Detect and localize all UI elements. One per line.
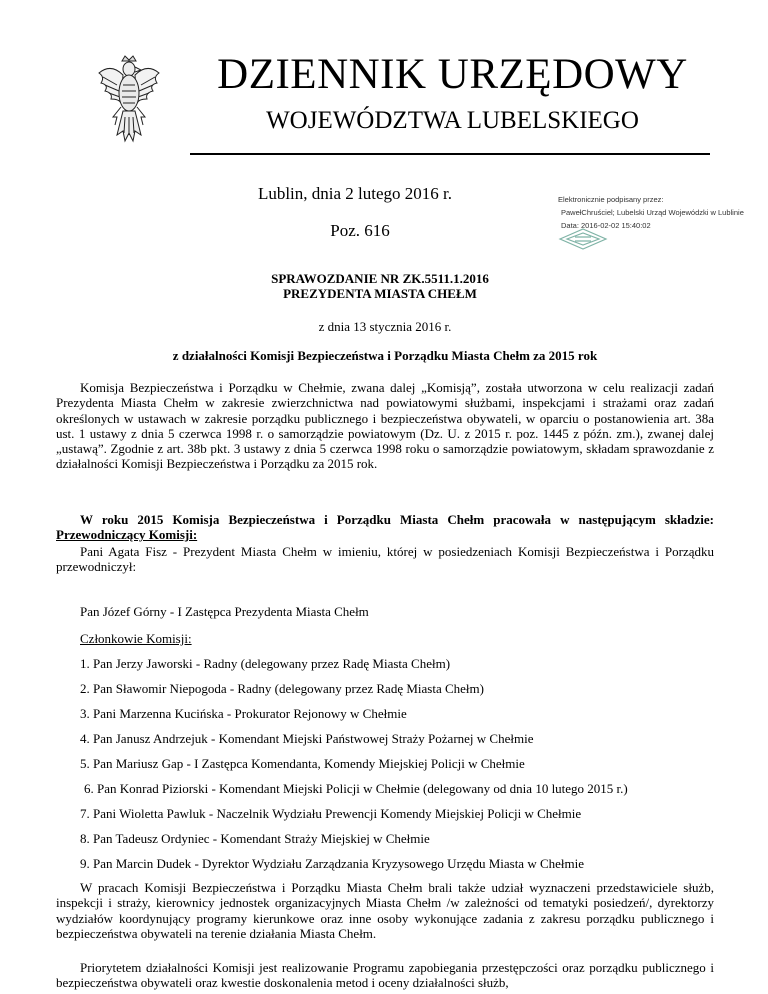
member-item: 7. Pani Wioletta Pawluk - Naczelnik Wydziału Prewencji Komendy Miejskiej Policji w Chełmie	[80, 806, 582, 821]
composition-lead: W roku 2015 Komisja Bezpieczeństwa i Porządku Miasta Chełm pracowała w następującym składzie:	[80, 512, 714, 527]
position-number: Poz. 616	[330, 221, 390, 240]
document-title-line-1: SPRAWOZDANIE NR ZK.5511.1.2016	[271, 271, 489, 286]
deputy-line: Pan Józef Górny - I Zastępca Prezydenta Miasta Chełm	[80, 604, 369, 619]
member-item: 9. Pan Marcin Dudek - Dyrektor Wydziału Zarządzania Kryzysowego Urzędu Miasta w Chełmie	[80, 856, 585, 871]
document-date: z dnia 13 stycznia 2016 r.	[318, 319, 452, 334]
document-subject: z działalności Komisji Bezpieczeństwa i Porządku Miasta Chełm za 2015 rok	[172, 348, 598, 363]
signature-date: Data: 2016-02-02 15:40:02	[561, 221, 651, 230]
member-item: 3. Pani Marzenna Kucińska - Prokurator Rejonowy w Chełmie	[80, 706, 407, 721]
members-heading: Członkowie Komisji:	[80, 631, 192, 646]
journal-subtitle: WOJEWÓDZTWA LUBELSKIEGO	[266, 107, 639, 134]
priority-paragraph: Priorytetem działalności Komisji jest realizowanie Programu zapobiegania przestępczości oraz porządku publicznego i bezpieczeństwa obywateli oraz kwestie doskonalenia metod i oceny działalności służb,	[56, 960, 714, 991]
intro-paragraph: Komisja Bezpieczeństwa i Porządku w Chełmie, zwana dalej „Komisją”, została utworzona w celu realizacji zadań Prezydenta Miasta Chełm w zakresie zwierzchnictwa nad powiatowymi służbami, inspekcjami i strażami oraz zadań określonych w ustawach w zakresie porządku publicznego i bezpieczeństwa obywateli, w oparciu o postanowienia art. 38a ust. 1 ustawy z dnia 5 czerwca 1998 r. o samorządzie powiatowym (Dz. U. z 2015 r. poz. 1445 z późn. zm.), zwanej dalej „ustawą”. Zgodnie z art. 38b pkt. 3 ustawy z dnia 5 czerwca 1998 roku o samorządzie powiatowym, składam sprawozdanie z działalności Komisji Bezpieczeństwa i Porządku za 2015 rok.	[56, 380, 714, 472]
member-item: 5. Pan Mariusz Gap - I Zastępca Komendanta, Komendy Miejskiej Policji w Chełmie	[80, 756, 525, 771]
document-title-line-2: PREZYDENTA MIASTA CHEŁM	[283, 286, 477, 301]
member-item: 2. Pan Sławomir Niepogoda - Radny (delegowany przez Radę Miasta Chełm)	[80, 681, 484, 696]
electronic-signature	[558, 193, 758, 232]
member-item: 4. Pan Janusz Andrzejuk - Komendant Miejski Państwowej Straży Pożarnej w Chełmie	[80, 731, 534, 746]
member-item: 6. Pan Konrad Piziorski - Komendant Miejski Policji w Chełmie (delegowany od dnia 10 lutego 2015 r.)	[84, 781, 628, 796]
chair-heading: Przewodniczący Komisji:	[56, 527, 198, 543]
signature-signer: PawełChruściel; Lubelski Urząd Wojewódzki w Lublinie	[561, 208, 744, 217]
document-heading	[170, 271, 590, 301]
composition-paragraph	[56, 512, 714, 543]
header-divider	[190, 153, 710, 155]
signature-line: Elektronicznie podpisany przez:	[558, 195, 664, 204]
chair-paragraph: Pani Agata Fisz - Prezydent Miasta Chełm w imieniu, której w posiedzeniach Komisji Bezpieczeństwa i Porządku przewodniczył:	[56, 544, 714, 575]
participants-paragraph: W pracach Komisji Bezpieczeństwa i Porządku Miasta Chełm brali także udział wyznaczeni przedstawiciele służb, inspekcji i straży, kierownicy jednostek organizacyjnych Miasta Chełm /w zależności od tematyki posiedzeń/, dyrektorzy wydziałów koordynujący programy kierunkowe oraz inne osoby wykonujące zadania z zakresu porządku publicznego i bezpieczeństwa obywateli na terenie działania Miasta Chełm.	[56, 880, 714, 941]
journal-title: DZIENNIK URZĘDOWY	[217, 51, 688, 98]
polish-eagle-emblem-icon	[95, 55, 163, 145]
signature-seal-icon	[558, 228, 608, 250]
member-item: 1. Pan Jerzy Jaworski - Radny (delegowany przez Radę Miasta Chełm)	[80, 656, 451, 671]
publication-date: Lublin, dnia 2 lutego 2016 r.	[257, 184, 453, 203]
member-item: 8. Pan Tadeusz Ordyniec - Komendant Straży Miejskiej w Chełmie	[80, 831, 430, 846]
